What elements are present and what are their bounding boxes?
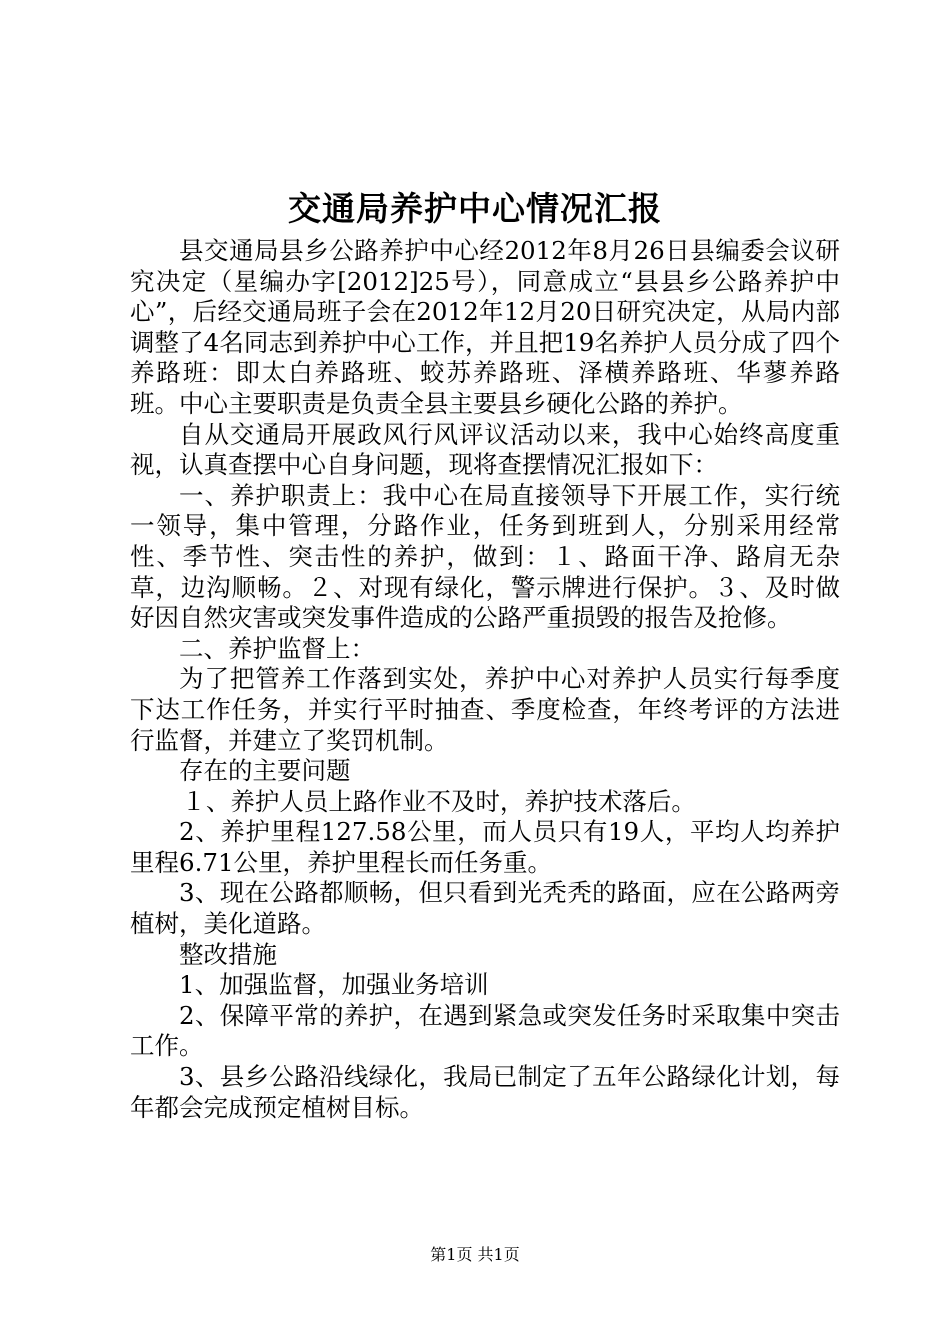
- paragraph-review: 自从交通局开展政风行风评议活动以来，我中心始终高度重视，认真查摆中心自身问题，现将查摆情况汇报如下：: [130, 419, 840, 480]
- paragraph-supervision: 为了把管养工作落到实处，养护中心对养护人员实行每季度下达工作任务，并实行平时抽查、季度检查，年终考评的方法进行监督，并建立了奖罚机制。: [130, 664, 840, 755]
- problem-item-2: 2、养护里程127.58公里，而人员只有19人，平均人均养护里程6.71公里，养护里程长而任务重。: [130, 817, 840, 877]
- heading-supervision: 二、养护监督上：: [179, 633, 375, 663]
- document-body: [130, 236, 840, 1123]
- heading-measures: 整改措施: [179, 939, 277, 969]
- problem-item-1: １、养护人员上路作业不及时，养护技术落后。: [181, 786, 696, 816]
- paragraph-intro: 县交通局县乡公路养护中心经2012年8月26日县编委会议研究决定（星编办字[2012]25号），同意成立“县县乡公路养护中心”，后经交通局班子会在2012年12月20日研究决定，从局内部调整了4名同志到养护中心工作，并且把19名养护人员分成了四个养路班：即太白养路班、蛟苏养路班、泽横养路班、华蓼养路班。中心主要职责是负责全县主要县乡硬化公路的养护。: [130, 236, 840, 418]
- paragraph-duties: 一、养护职责上：我中心在局直接领导下开展工作，实行统一领导，集中管理，分路作业，任务到班到人，分别采用经常性、季节性、突击性的养护，做到：１、路面干净、路肩无杂草，边沟顺畅。２、对现有绿化，警示牌进行保护。３、及时做好因自然灾害或突发事件造成的公路严重损毁的报告及抢修。: [130, 480, 840, 633]
- problem-item-3: 3、现在公路都顺畅，但只看到光秃秃的路面，应在公路两旁植树，美化道路。: [130, 878, 840, 939]
- heading-problems: 存在的主要问题: [179, 756, 351, 786]
- measure-item-1: 1、加强监督，加强业务培训: [179, 970, 489, 1000]
- document-title: 交通局养护中心情况汇报: [288, 189, 662, 228]
- page-footer: 第1页 共1页: [430, 1245, 520, 1264]
- measure-item-2: 2、保障平常的养护，在遇到紧急或突发任务时采取集中突击工作。: [130, 1000, 840, 1061]
- measure-item-3: 3、县乡公路沿线绿化，我局已制定了五年公路绿化计划，每年都会完成预定植树目标。: [130, 1062, 840, 1122]
